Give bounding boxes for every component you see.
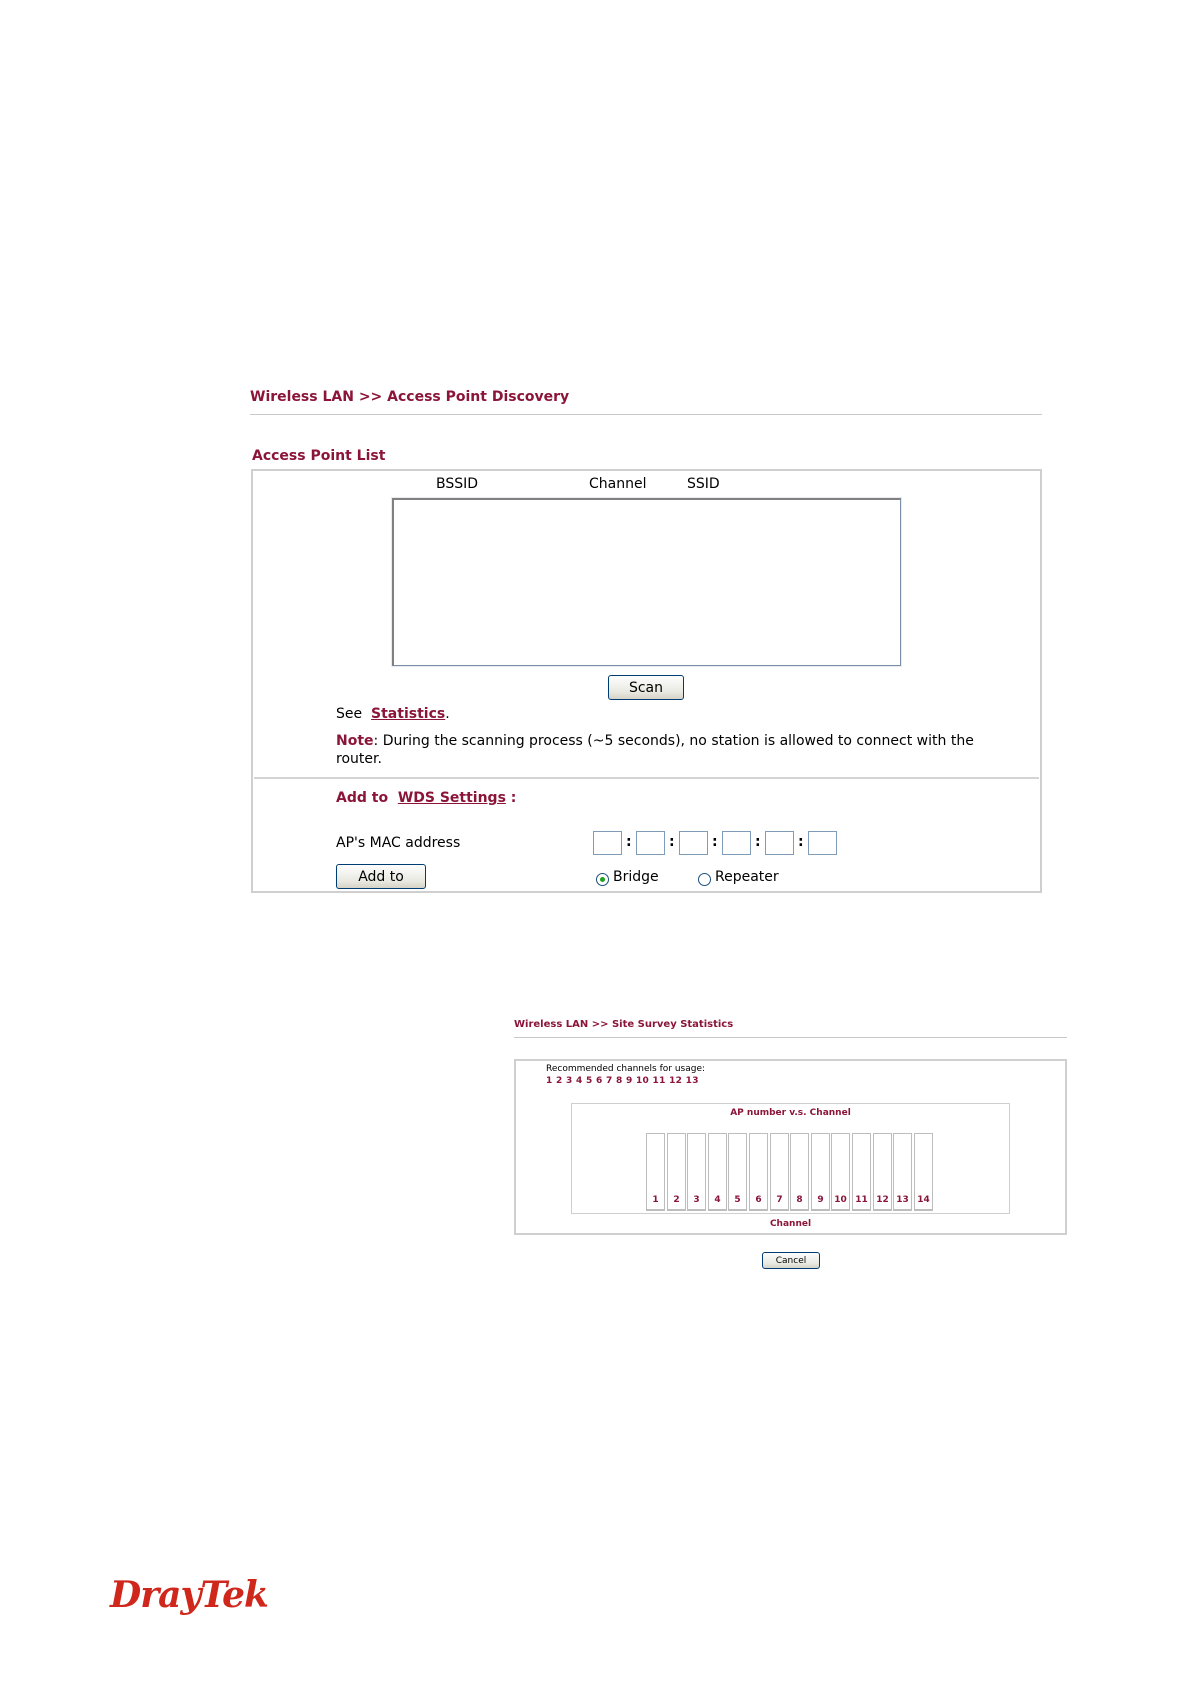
bridge-radio[interactable] <box>596 873 609 886</box>
channel-tick-label: 8 <box>796 1195 803 1205</box>
channel-tick-label: 3 <box>693 1195 700 1205</box>
page-title: Wireless LAN >> Access Point Discovery <box>250 389 570 405</box>
section-label-access-point-list: Access Point List <box>252 448 386 464</box>
survey-title-divider <box>514 1037 1067 1038</box>
channel-tick-label: 12 <box>876 1195 889 1205</box>
recommended-channels-list: 1 2 3 4 5 6 7 8 9 10 11 12 13 <box>546 1076 699 1086</box>
bridge-label: Bridge <box>613 869 659 885</box>
column-header-channel: Channel <box>589 476 647 492</box>
mac-separator: : <box>669 834 675 850</box>
chart-x-axis-label: Channel <box>769 1219 812 1229</box>
channel-tick-label: 1 <box>652 1195 659 1205</box>
add-to-prefix: Add to <box>336 790 389 806</box>
repeater-radio[interactable] <box>698 873 711 886</box>
column-header-ssid: SSID <box>687 476 720 492</box>
draytek-logo: DrayTek <box>110 1574 268 1616</box>
survey-page-title: Wireless LAN >> Site Survey Statistics <box>514 1019 734 1030</box>
title-divider <box>250 414 1042 415</box>
channel-tick-label: 14 <box>917 1195 930 1205</box>
scan-button[interactable]: Scan <box>608 675 684 700</box>
scan-note <box>336 732 976 768</box>
mac-separator: : <box>798 834 804 850</box>
mac-octet-5-input[interactable] <box>765 831 794 855</box>
channel-tick-label: 9 <box>817 1195 824 1205</box>
chart-title: AP number v.s. Channel <box>730 1108 851 1118</box>
mac-separator: : <box>712 834 718 850</box>
access-point-listbox[interactable] <box>392 498 901 666</box>
channel-tick-label: 7 <box>776 1195 783 1205</box>
see-prefix: See <box>336 706 363 722</box>
mac-octet-4-input[interactable] <box>722 831 751 855</box>
channel-tick-label: 11 <box>855 1195 868 1205</box>
column-header-bssid: BSSID <box>436 476 479 492</box>
note-text: : During the scanning process (~5 seconds), no station is allowed to connect with the router. <box>336 733 974 767</box>
channel-tick-label: 5 <box>734 1195 741 1205</box>
see-statistics-line <box>336 706 450 722</box>
mac-separator: : <box>755 834 761 850</box>
wds-settings-link[interactable]: WDS Settings <box>397 790 506 806</box>
statistics-link[interactable]: Statistics <box>371 706 446 722</box>
add-to-suffix: : <box>510 790 517 806</box>
section-divider <box>254 777 1039 779</box>
channel-tick-label: 6 <box>755 1195 762 1205</box>
mac-octet-2-input[interactable] <box>636 831 665 855</box>
channel-tick-label: 2 <box>673 1195 680 1205</box>
mac-separator: : <box>626 834 632 850</box>
see-suffix: . <box>445 706 450 722</box>
mac-octet-1-input[interactable] <box>593 831 622 855</box>
add-to-wds-heading <box>336 790 516 806</box>
mac-octet-3-input[interactable] <box>679 831 708 855</box>
mac-address-label: AP's MAC address <box>336 835 461 851</box>
add-to-button[interactable]: Add to <box>336 864 426 889</box>
note-label: Note <box>336 733 374 749</box>
recommended-channels-label: Recommended channels for usage: <box>546 1064 706 1074</box>
mac-octet-6-input[interactable] <box>808 831 837 855</box>
repeater-label: Repeater <box>715 869 779 885</box>
channel-tick-label: 13 <box>896 1195 909 1205</box>
channel-tick-label: 10 <box>834 1195 847 1205</box>
cancel-button[interactable]: Cancel <box>762 1252 820 1269</box>
channel-tick-label: 4 <box>714 1195 721 1205</box>
